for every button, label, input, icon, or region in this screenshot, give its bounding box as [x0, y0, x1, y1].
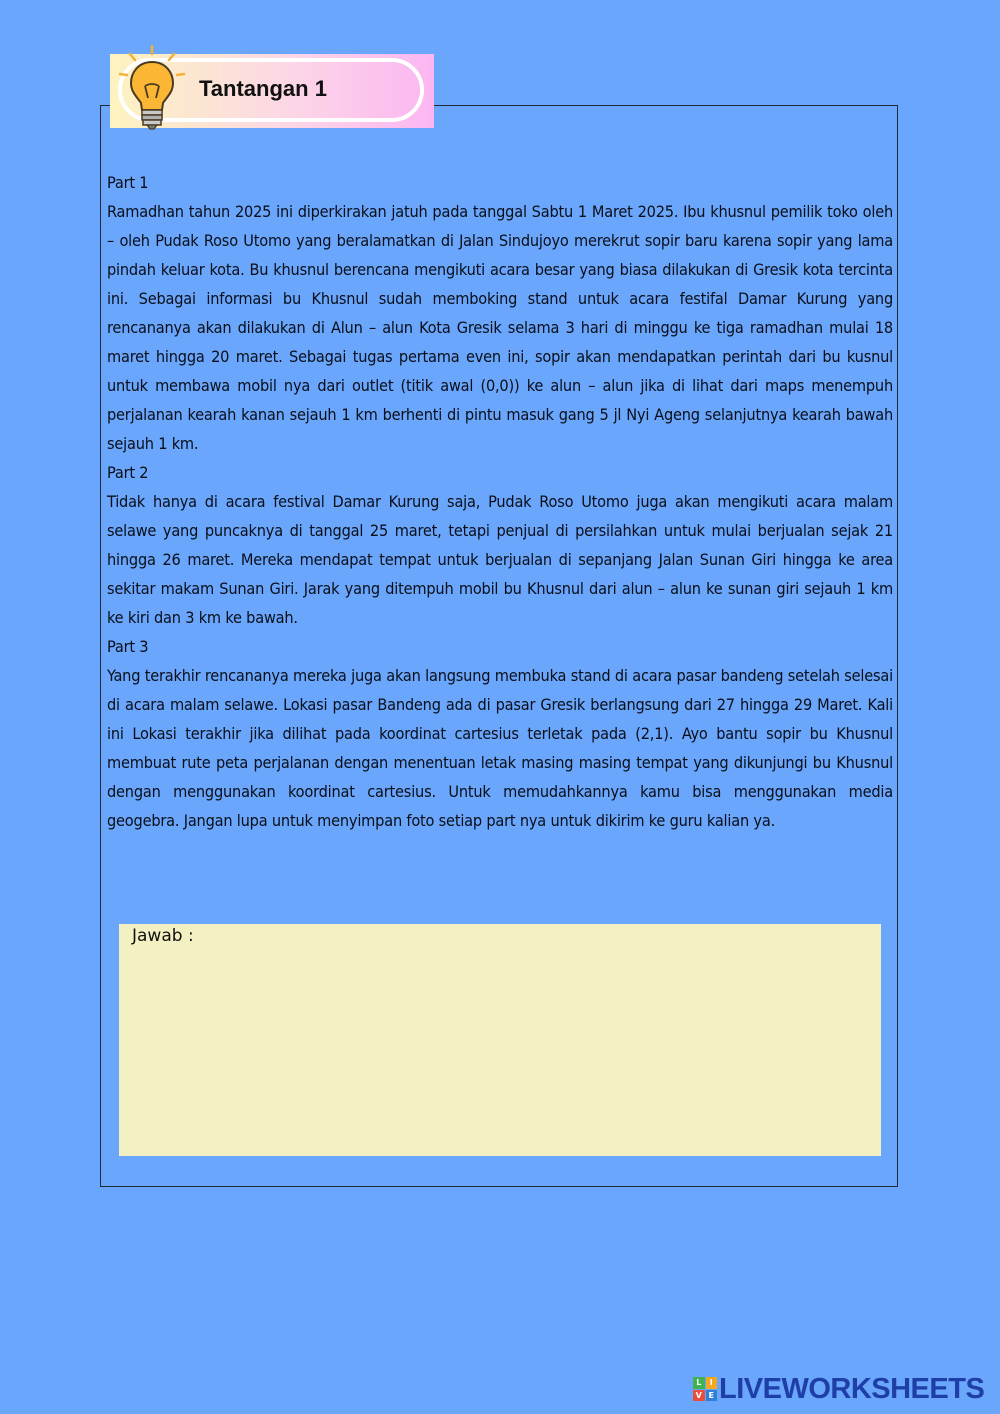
part2-heading: Part 2 — [107, 463, 149, 482]
part3-text: Yang terakhir rencananya mereka juga akan langsung membuka stand di acara pasar bandeng setelah selesai di acara malam selawe. Lokasi pasar Bandeng ada di pasar Gresik berlangsung dari 27 hingga 29 Maret. Kali ini Lokasi terakhir jika dilihat pada koordinat cartesius terletak pada (2,1). Ayo bantu sopir bu Khusnul membuat rute peta perjalanan dengan menentuan letak masing masing tempat yang dikunjungi bu Khusnul dengan menggunakan koordinat cartesius. Untuk memudahkannya kamu bisa menggunakan media geogebra. Jangan lupa untuk menyimpan foto setiap part nya untuk dikirim ke guru kalian ya. — [107, 666, 893, 830]
page-title: Tantangan 1 — [199, 76, 327, 101]
brand-logo-letter: V — [693, 1390, 705, 1402]
title-banner — [110, 54, 434, 128]
part1-text: Ramadhan tahun 2025 ini diperkirakan jatuh pada tanggal Sabtu 1 Maret 2025. Ibu khusnul pemilik toko oleh – oleh Pudak Roso Utomo yang beralamatkan di Jalan Sindujoyo merekrut sopir baru karena sopir yang lama pindah keluar kota. Bu khusnul berencana mengikuti acara besar yang biasa dilakukan di Gresik kota tercinta ini. Sebagai informasi bu Khusnul sudah memboking stand untuk acara festifal Damar Kurung yang rencananya akan dilakukan di Alun – alun Kota Gresik selama 3 hari di minggu ke tiga ramadhan mulai 18 maret hingga 20 maret. Sebagai tugas pertama even ini, sopir akan mendapatkan perintah dari bu kusnul untuk membawa mobil nya dari outlet (titik awal (0,0)) ke alun – alun jika di lihat dari maps menempuh perjalanan kearah kanan sejauh 1 km berhenti di pintu masuk gang 5 jl Nyi Ageng selanjutnya kearah bawah sejauh 1 km. — [107, 202, 893, 453]
answer-label: Jawab : — [132, 926, 194, 946]
lightbulb-icon — [112, 40, 194, 140]
brand-logo-letter: I — [706, 1377, 718, 1389]
task-content — [107, 168, 893, 835]
brand-logo-letter: L — [693, 1377, 705, 1389]
part3-heading: Part 3 — [107, 637, 149, 656]
brand-name: LIVEWORKSHEETS — [719, 1372, 985, 1405]
part1-heading: Part 1 — [107, 173, 149, 192]
brand-logo-letter: E — [706, 1390, 718, 1402]
part2-text: Tidak hanya di acara festival Damar Kurung saja, Pudak Roso Utomo juga akan mengikuti acara malam selawe yang puncaknya di tanggal 25 maret, tetapi penjual di persilahkan untuk mulai berjualan sejak 21 hingga 26 maret. Mereka mendapat tempat untuk berjualan di sepanjang Jalan Sunan Giri hingga ke area sekitar makam Sunan Giri. Jarak yang ditempuh mobil bu Khusnul dari alun – alun ke sunan giri sejauh 1 km ke kiri dan 3 km ke bawah. — [107, 492, 893, 627]
liveworksheets-logo — [693, 1372, 984, 1406]
brand-logo-icon — [693, 1377, 717, 1401]
answer-input-box[interactable] — [119, 924, 881, 1156]
